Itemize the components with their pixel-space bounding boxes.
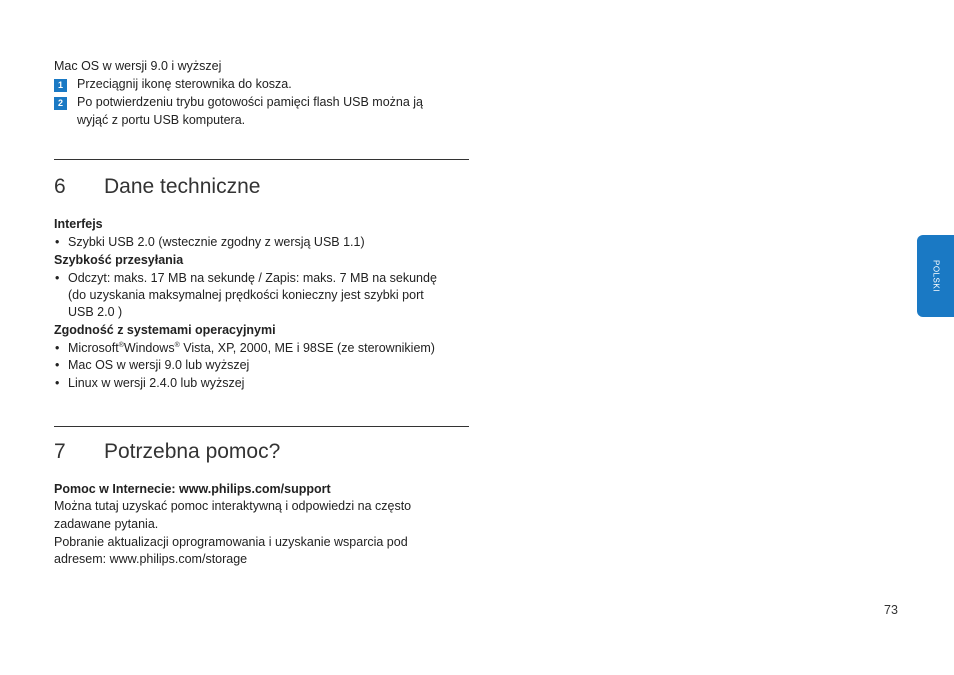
section-6-divider [54, 159, 469, 160]
bullet-icon: • [55, 341, 60, 355]
intro-heading: Mac OS w wersji 9.0 i wyższej [54, 59, 222, 73]
help-label: Pomoc w Internecie: www.philips.com/support [54, 482, 331, 496]
step-1-text: Przeciągnij ikonę sterownika do kosza. [77, 77, 292, 91]
step-badge-2: 2 [54, 97, 67, 110]
registered-mark: ® [174, 341, 180, 349]
help-line-1: Można tutaj uzyskać pomoc interaktywną i odpowiedzi na często [54, 499, 412, 513]
bullet-icon: • [55, 271, 60, 285]
os-item-windows [68, 340, 435, 357]
os-item-mac: Mac OS w wersji 9.0 lub wyższej [68, 358, 250, 372]
registered-mark: ® [118, 341, 124, 349]
speed-line-2: (do uzyskania maksymalnej prędkości konieczny jest szybki port [68, 288, 424, 302]
section-6-title: Dane techniczne [104, 175, 261, 198]
help-line-2: zadawane pytania. [54, 517, 159, 531]
help-line-4: adresem: www.philips.com/storage [54, 552, 248, 566]
interface-item: Szybki USB 2.0 (wstecznie zgodny z wersją USB 1.1) [68, 235, 365, 249]
help-line-3: Pobranie aktualizacji oprogramowania i uzyskanie wsparcia pod [54, 535, 408, 549]
bullet-icon: • [55, 376, 60, 390]
speed-line-1: Odczyt: maks. 17 MB na sekundę / Zapis: maks. 7 MB na sekundę [68, 271, 437, 285]
bullet-icon: • [55, 235, 60, 249]
language-tab-label: POLSKI [931, 260, 940, 292]
step-2-text-line1: Po potwierdzeniu trybu gotowości pamięci flash USB można ją [77, 95, 424, 109]
bullet-icon: • [55, 358, 60, 372]
os-item-windows-part3: Vista, XP, 2000, ME i 98SE (ze sterownikiem) [179, 341, 435, 355]
page-number: 73 [884, 603, 898, 617]
os-label: Zgodność z systemami operacyjnymi [54, 323, 276, 337]
interface-label: Interfejs [54, 217, 103, 231]
step-2-text-line2: wyjąć z portu USB komputera. [77, 113, 246, 127]
section-7-number: 7 [54, 440, 66, 463]
os-item-windows-part2: Windows [123, 341, 175, 355]
speed-line-3: USB 2.0 ) [68, 305, 123, 319]
language-side-tab [917, 235, 954, 317]
os-item-linux: Linux w wersji 2.4.0 lub wyższej [68, 376, 245, 390]
section-7-divider [54, 426, 469, 427]
section-6-number: 6 [54, 175, 66, 198]
speed-label: Szybkość przesyłania [54, 253, 184, 267]
os-item-windows-part1: Microsoft [68, 341, 119, 355]
section-7-title: Potrzebna pomoc? [104, 440, 281, 463]
step-badge-1: 1 [54, 79, 67, 92]
